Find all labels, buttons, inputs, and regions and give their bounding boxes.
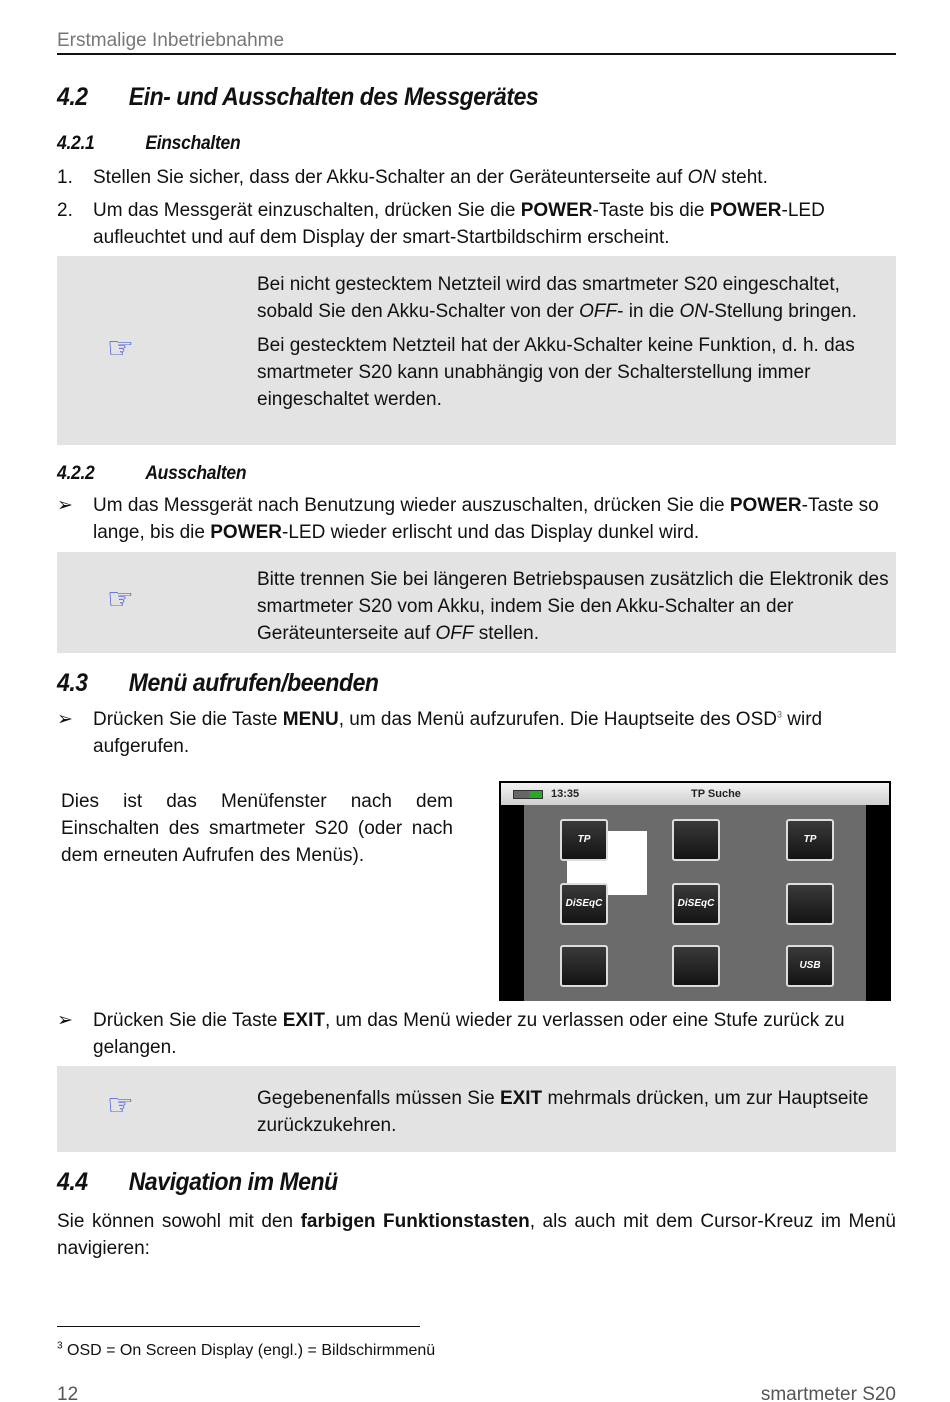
screenshot-title: TP Suche: [691, 788, 741, 800]
step-open-menu: [57, 706, 897, 760]
tv-icon[interactable]: [560, 945, 608, 987]
satellite-finder-icon[interactable]: [672, 819, 720, 861]
tp-search-icon[interactable]: TP: [560, 819, 608, 861]
text: Um das Messgerät einzuschalten, drücken Sie die: [93, 200, 521, 221]
menu-caption: Dies ist das Menüfenster nach dem Einschalten des smartmeter S20 (oder nach dem erneuten Aufrufen des Menüs).: [61, 791, 453, 866]
screenshot-time: 13:35: [551, 788, 580, 800]
text: -Stellung bringen.: [707, 301, 857, 322]
footnote: [57, 1337, 435, 1364]
bold-text: EXIT: [282, 1010, 325, 1031]
screenshot-status-bar: [501, 783, 889, 805]
text: , um das Menü aufzurufen. Die Hauptseite des OSD: [338, 709, 777, 730]
header-rule: [57, 53, 896, 55]
subsection-heading-4-2-2: [57, 460, 246, 487]
note-box-2: [57, 552, 896, 653]
footnote-reference: 3: [776, 709, 782, 720]
italic-text: OFF: [579, 301, 618, 322]
italic-text: ON: [679, 301, 708, 322]
note-box-1: [57, 256, 896, 445]
step-1: [57, 164, 897, 191]
text: Bei nicht gestecktem Netzteil wird das smartmeter S20 eingeschaltet, sobald Sie den Akku-Schalter von der: [257, 274, 840, 322]
bold-text: POWER: [210, 522, 283, 543]
section-heading-4-3: [57, 670, 379, 697]
text: Um das Messgerät nach Benutzung wieder auszuschalten, drücken Sie die: [93, 495, 730, 516]
footnote-rule: [57, 1326, 420, 1327]
settings-gear-icon[interactable]: [672, 945, 720, 987]
text: - in die: [617, 301, 680, 322]
text: mehrmals drücken, um zur Hauptseite zurückzukehren.: [257, 1088, 869, 1136]
bold-text: EXIT: [499, 1088, 543, 1109]
note-paragraph: Bei gestecktem Netzteil hat der Akku-Schalter keine Funktion, d. h. das smartmeter S20 kann unabhängig von der Schalterstellung immer eingeschaltet werden.: [257, 335, 855, 410]
bold-text: POWER: [520, 200, 593, 221]
section-heading-4-2: [57, 84, 538, 111]
subsection-number: 4.2.2: [57, 463, 95, 484]
arrow-bullet-icon: ➢: [57, 709, 73, 730]
list-marker: 2.: [57, 200, 73, 221]
bold-text: POWER: [729, 495, 802, 516]
tp-list-icon[interactable]: TP: [786, 819, 834, 861]
section-heading-4-4: [57, 1169, 338, 1196]
subsection-title: Ausschalten: [145, 463, 247, 484]
footnote-text: OSD = On Screen Display (engl.) = Bildschirmmenü: [62, 1342, 436, 1359]
pointing-hand-icon: ☞: [107, 1089, 134, 1122]
section-number: 4.3: [57, 669, 88, 697]
section-number: 4.4: [57, 1168, 88, 1196]
pointing-hand-icon: ☞: [107, 583, 134, 616]
pointing-hand-icon: ☞: [107, 332, 134, 365]
bold-text: farbigen Funktionstasten: [300, 1211, 530, 1232]
text: Drücken Sie die Taste: [93, 709, 283, 730]
step-switch-off: [57, 492, 897, 546]
footnote-number: 3: [57, 1340, 63, 1352]
usb-icon[interactable]: USB: [786, 945, 834, 987]
diseqc-settings-icon[interactable]: DiSEqC: [672, 883, 720, 925]
text: -Taste bis die: [592, 200, 710, 221]
subsection-title: Einschalten: [145, 133, 241, 154]
italic-text: ON: [687, 167, 717, 188]
note-box-3: [57, 1066, 896, 1152]
text: -Taste so lange, bis die: [93, 495, 879, 543]
step-exit-menu: [57, 1007, 897, 1061]
bold-text: POWER: [709, 200, 782, 221]
bold-text: MENU: [282, 709, 339, 730]
battery-icon: [513, 790, 543, 799]
text: -LED aufleuchtet und auf dem Display der smart-Startbildschirm erscheint.: [93, 200, 825, 248]
text: Drücken Sie die Taste: [93, 1010, 283, 1031]
product-name: smartmeter S20: [760, 1384, 896, 1402]
diseqc-icon[interactable]: DiSEqC: [560, 883, 608, 925]
text: Bitte trennen Sie bei längeren Betriebspausen zusätzlich die Elektronik des smartmeter S20 vom Akku, indem Sie den Akku-Schalter an der Geräteunterseite auf: [257, 569, 889, 644]
text: , um das Menü wieder zu verlassen oder eine Stufe zurück zu gelangen.: [93, 1010, 845, 1058]
arrow-bullet-icon: ➢: [57, 495, 73, 516]
text: steht.: [716, 167, 768, 188]
list-marker: 1.: [57, 167, 73, 188]
text: -LED wieder erlischt und das Display dunkel wird.: [282, 522, 700, 543]
section-title: Ein- und Ausschalten des Messgerätes: [128, 83, 539, 111]
text: Stellen Sie sicher, dass der Akku-Schalter an der Geräteunterseite auf: [93, 167, 688, 188]
screenshot-menu-panel: [524, 805, 866, 1001]
text: wird aufgerufen.: [93, 709, 823, 757]
navigation-paragraph: [57, 1208, 896, 1262]
running-header: Erstmalige Inbetriebnahme: [57, 30, 285, 51]
text: Sie können sowohl mit den: [57, 1211, 301, 1232]
menu-screenshot: [499, 781, 891, 1001]
arrow-bullet-icon: ➢: [57, 1010, 73, 1031]
subsection-number: 4.2.1: [57, 133, 95, 154]
text: Gegebenenfalls müssen Sie: [257, 1088, 500, 1109]
section-title: Menü aufrufen/beenden: [128, 669, 379, 697]
italic-text: OFF: [435, 623, 474, 644]
spectrum-icon[interactable]: [786, 883, 834, 925]
text: , als auch mit dem Cursor-Kreuz im Menü navigieren:: [57, 1211, 896, 1259]
subsection-heading-4-2-1: [57, 130, 240, 157]
section-number: 4.2: [57, 83, 88, 111]
text: stellen.: [473, 623, 539, 644]
section-title: Navigation im Menü: [128, 1168, 338, 1196]
page-number: 12: [57, 1384, 79, 1402]
step-2: [57, 197, 897, 251]
